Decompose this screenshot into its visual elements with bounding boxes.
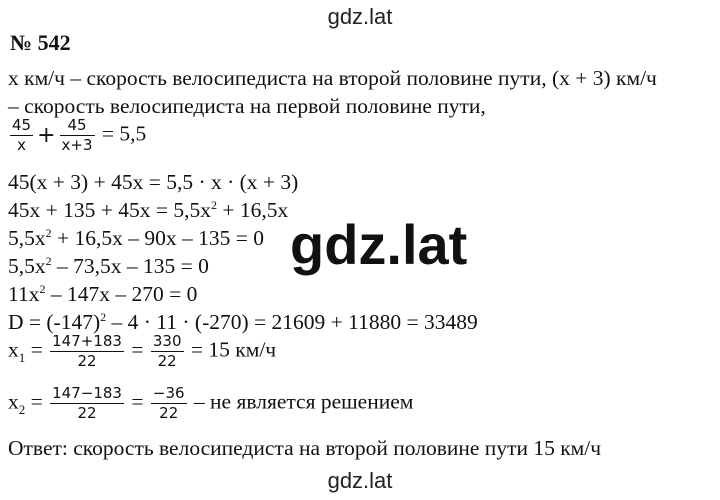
line-part: 11х (8, 282, 40, 306)
subscript: 2 (18, 401, 26, 417)
exponent: 2 (39, 281, 46, 296)
text-line-2: – скорость велосипедиста на первой половине пути, (8, 94, 486, 118)
fraction-x1-value (151, 334, 184, 370)
line-part: – 147х – 270 = 0 (45, 282, 198, 306)
text-line-4: 45(х + 3) + 45х = 5,5 · х · (х + 3) (8, 170, 299, 194)
watermark-top: gdz.lat (327, 4, 393, 29)
fraction-denominator: 22 (77, 403, 97, 422)
line-part: – 73,5х – 135 = 0 (51, 254, 209, 278)
root-x2-line (8, 386, 413, 422)
exponent: 2 (45, 225, 52, 240)
exponent: 2 (45, 253, 52, 268)
fraction-numerator: 147−183 (52, 384, 122, 402)
text-line-1: х км/ч – скорость велосипедиста на второй половине пути, (х + 3) км/ч (8, 66, 657, 90)
equals: = (125, 337, 149, 362)
fraction-denominator: 22 (157, 351, 177, 370)
fraction-denominator: x (17, 135, 26, 154)
text-line-5 (8, 198, 288, 223)
equals: = (125, 389, 149, 414)
answer-line: Ответ: скорость велосипедиста на второй половине пути 15 км/ч (8, 436, 602, 460)
line-part: + 16,5х (217, 198, 289, 222)
exponent: 2 (211, 197, 218, 212)
equals: = (25, 337, 49, 362)
problem-number: № 542 (10, 30, 71, 55)
line-part: + 16,5х – 90х – 135 = 0 (51, 226, 265, 250)
line-part: 5,5х (8, 226, 46, 250)
subscript: 1 (18, 349, 26, 365)
fraction-45-over-x-plus-3 (60, 118, 95, 154)
fraction-x1-sum (50, 334, 124, 370)
fraction-numerator: 45 (12, 116, 32, 134)
fraction-numerator: 330 (152, 332, 182, 350)
equals: = (25, 389, 49, 414)
line-part: 45х + 135 + 45х = 5,5х (8, 198, 212, 222)
root-result: = 15 км/ч (185, 337, 277, 362)
line-part: 5,5х (8, 254, 46, 278)
text-line-8 (8, 282, 197, 307)
fraction-x2-diff (50, 386, 124, 422)
variable: х (8, 389, 19, 414)
watermark-center: gdz.lat (290, 213, 468, 276)
fraction-denominator: 22 (159, 403, 179, 422)
text-line-6 (8, 226, 264, 251)
fraction-numerator: 45 (60, 118, 95, 136)
line-part: – 4 · 11 · (-270) = 21609 + 11880 = 33489 (106, 310, 478, 334)
equation-fractions (8, 118, 146, 154)
plus-sign: + (37, 123, 56, 149)
fraction-denominator: 22 (77, 351, 97, 370)
equation-result: = 5,5 (96, 121, 147, 146)
variable: х (8, 337, 19, 362)
exponent: 2 (100, 309, 107, 324)
text-line-7 (8, 254, 209, 279)
watermark-bottom: gdz.lat (327, 468, 393, 493)
fraction-denominator: x+3 (61, 135, 93, 154)
root-x1-line (8, 334, 276, 370)
line-part: D = (-147) (8, 310, 101, 334)
fraction-x2-value (151, 386, 187, 422)
fraction-numerator: 147+183 (52, 332, 122, 350)
fraction-45-over-x (10, 118, 33, 154)
root-result: – не является решением (188, 389, 414, 414)
fraction-numerator: −36 (152, 384, 185, 402)
